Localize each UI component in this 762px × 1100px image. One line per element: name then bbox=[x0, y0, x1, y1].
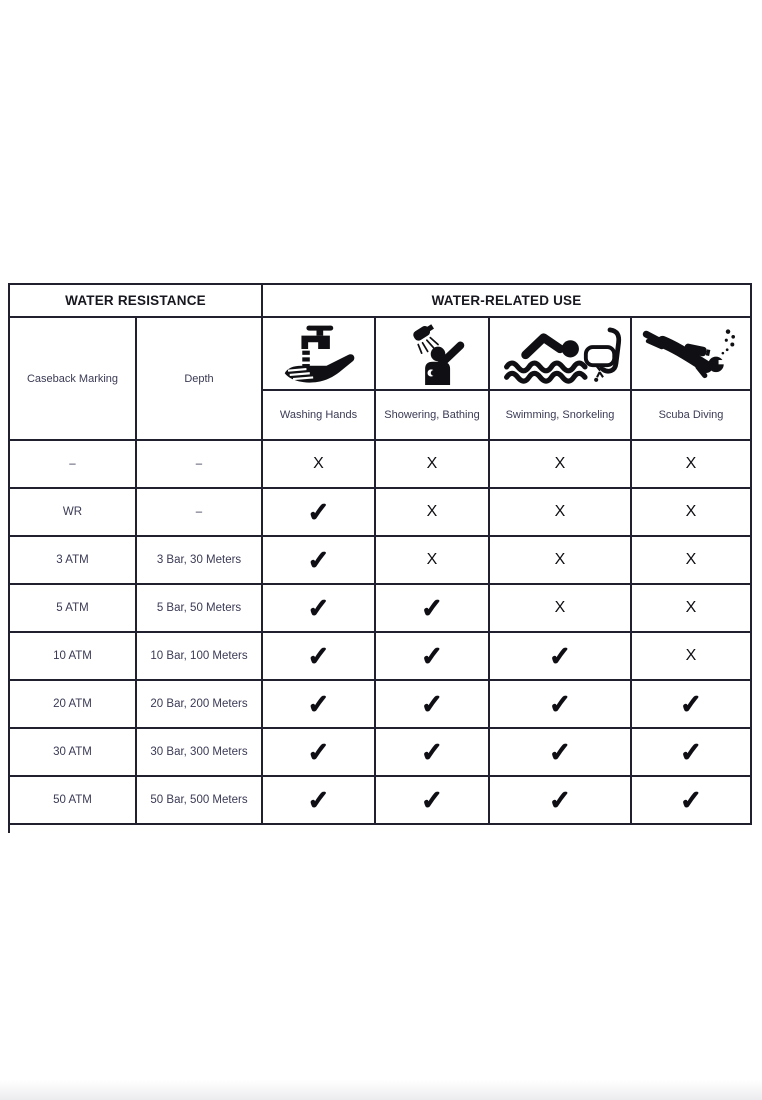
depth-value: 50 Bar, 500 Meters bbox=[136, 776, 262, 824]
washing-hands-status: ✓ bbox=[262, 632, 375, 680]
washing-hands-status: ✓ bbox=[262, 488, 375, 536]
caseback-marking-header: Caseback Marking bbox=[9, 317, 136, 440]
swimming-snorkeling-icon-cell bbox=[489, 317, 631, 390]
table-header-row bbox=[9, 284, 751, 317]
washing-hands-status: ✓ bbox=[262, 776, 375, 824]
caseback-marking-value: 10 ATM bbox=[9, 632, 136, 680]
showering-status: X bbox=[375, 488, 489, 536]
depth-value: – bbox=[136, 440, 262, 488]
scuba-status: ✓ bbox=[631, 680, 751, 728]
water-resistance-table bbox=[8, 283, 752, 825]
caseback-marking-value: 20 ATM bbox=[9, 680, 136, 728]
depth-value: 3 Bar, 30 Meters bbox=[136, 536, 262, 584]
swimming-status: ✓ bbox=[489, 776, 631, 824]
scuba-diving-icon bbox=[639, 323, 743, 385]
swimming-snorkeling-label: Swimming, Snorkeling bbox=[489, 390, 631, 440]
scuba-diving-label: Scuba Diving bbox=[631, 390, 751, 440]
showering-status: ✓ bbox=[375, 776, 489, 824]
showering-icon-cell bbox=[375, 317, 489, 390]
caseback-marking-value: 30 ATM bbox=[9, 728, 136, 776]
swimming-status: X bbox=[489, 536, 631, 584]
swimming-status: ✓ bbox=[489, 728, 631, 776]
table-row bbox=[9, 728, 751, 776]
showering-status: X bbox=[375, 440, 489, 488]
swimming-status: ✓ bbox=[489, 632, 631, 680]
washing-hands-icon bbox=[273, 323, 365, 385]
swimming-status: X bbox=[489, 440, 631, 488]
depth-header: Depth bbox=[136, 317, 262, 440]
washing-hands-status: X bbox=[262, 440, 375, 488]
icon-row bbox=[9, 317, 751, 390]
scuba-status: ✓ bbox=[631, 728, 751, 776]
washing-hands-label: Washing Hands bbox=[262, 390, 375, 440]
scuba-status: X bbox=[631, 440, 751, 488]
table-row bbox=[9, 536, 751, 584]
table-row bbox=[9, 488, 751, 536]
depth-value: 20 Bar, 200 Meters bbox=[136, 680, 262, 728]
caseback-marking-value: 5 ATM bbox=[9, 584, 136, 632]
swimming-snorkeling-icon bbox=[498, 323, 622, 385]
table-row bbox=[9, 584, 751, 632]
caseback-marking-value: WR bbox=[9, 488, 136, 536]
depth-value: 10 Bar, 100 Meters bbox=[136, 632, 262, 680]
showering-status: ✓ bbox=[375, 632, 489, 680]
depth-value: 5 Bar, 50 Meters bbox=[136, 584, 262, 632]
washing-hands-status: ✓ bbox=[262, 584, 375, 632]
table-row bbox=[9, 680, 751, 728]
scuba-status: ✓ bbox=[631, 776, 751, 824]
scuba-status: X bbox=[631, 632, 751, 680]
table-row bbox=[9, 440, 751, 488]
scuba-status: X bbox=[631, 584, 751, 632]
swimming-status: X bbox=[489, 584, 631, 632]
washing-hands-status: ✓ bbox=[262, 728, 375, 776]
scuba-diving-icon-cell bbox=[631, 317, 751, 390]
showering-status: ✓ bbox=[375, 584, 489, 632]
water-resistance-header: WATER RESISTANCE bbox=[9, 284, 262, 317]
scuba-status: X bbox=[631, 488, 751, 536]
swimming-status: ✓ bbox=[489, 680, 631, 728]
water-related-use-header: WATER-RELATED USE bbox=[262, 284, 751, 317]
showering-status: X bbox=[375, 536, 489, 584]
showering-icon bbox=[388, 323, 476, 385]
scuba-status: X bbox=[631, 536, 751, 584]
washing-hands-status: ✓ bbox=[262, 536, 375, 584]
showering-status: ✓ bbox=[375, 680, 489, 728]
table-row bbox=[9, 632, 751, 680]
washing-hands-icon-cell bbox=[262, 317, 375, 390]
swimming-status: X bbox=[489, 488, 631, 536]
table-border-stub bbox=[8, 823, 10, 833]
bottom-shade bbox=[0, 1080, 762, 1100]
caseback-marking-value: 3 ATM bbox=[9, 536, 136, 584]
depth-value: 30 Bar, 300 Meters bbox=[136, 728, 262, 776]
showering-bathing-label: Showering, Bathing bbox=[375, 390, 489, 440]
depth-value: – bbox=[136, 488, 262, 536]
table-row bbox=[9, 776, 751, 824]
caseback-marking-value: 50 ATM bbox=[9, 776, 136, 824]
caseback-marking-value: – bbox=[9, 440, 136, 488]
showering-status: ✓ bbox=[375, 728, 489, 776]
washing-hands-status: ✓ bbox=[262, 680, 375, 728]
